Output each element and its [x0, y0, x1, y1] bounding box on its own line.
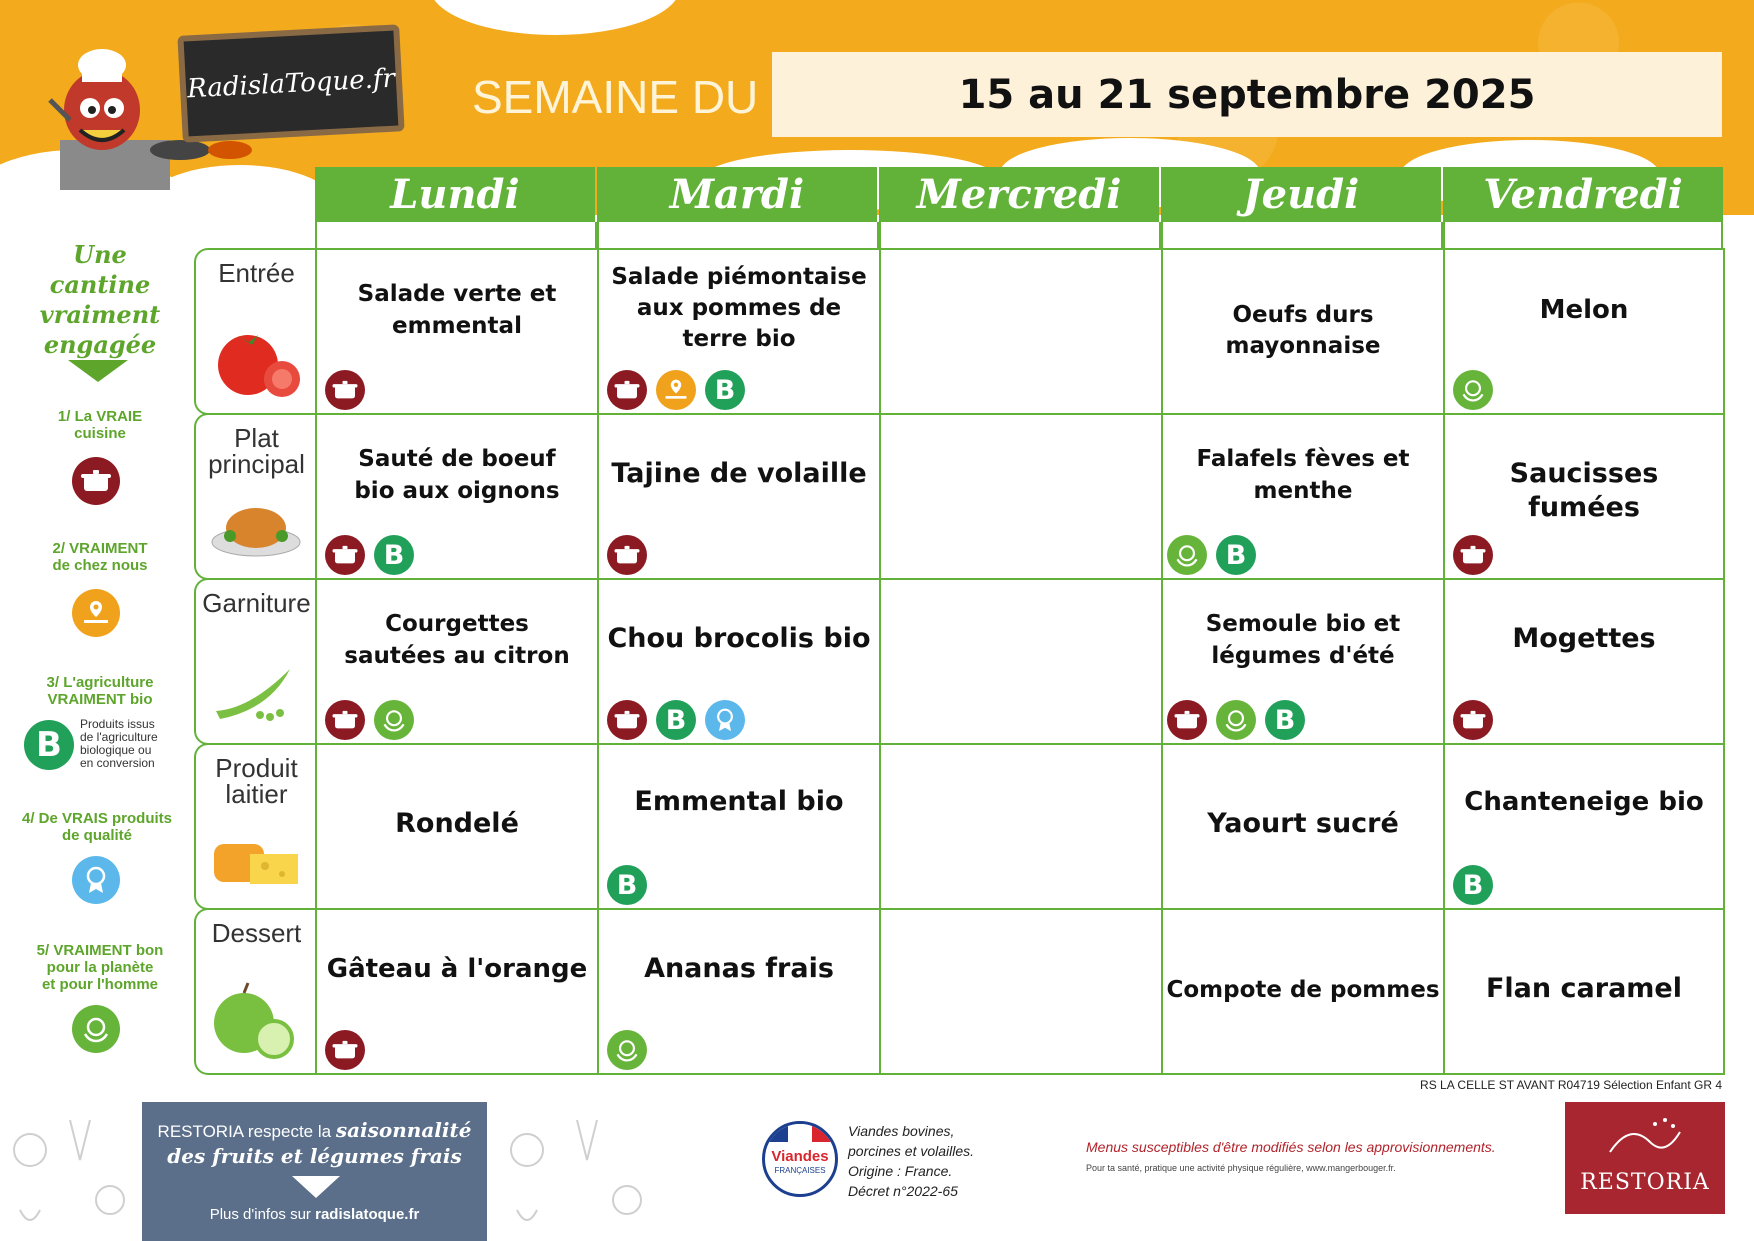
dish-name: Yaourt sucré	[1207, 808, 1399, 839]
day-subheader	[315, 222, 597, 248]
day-header-vendredi	[1443, 167, 1723, 222]
day-label: Mercredi	[916, 171, 1122, 218]
legend-bio-description	[80, 718, 158, 770]
legend-line: cuisine	[74, 425, 126, 442]
dish-name: Melon	[1539, 295, 1629, 325]
legend-item-cuisine	[20, 408, 180, 442]
pot-icon	[325, 1030, 365, 1070]
menu-cell-garniture-mercredi	[879, 578, 1163, 745]
local-farm-icon	[72, 589, 120, 637]
quality-ribbon-icon	[705, 700, 745, 740]
legend-line: Produits issus	[80, 717, 155, 731]
day-label: Lundi	[390, 171, 520, 218]
dish-name: Semoule bio et légumes d'été	[1205, 611, 1401, 669]
menu-cell-laitier-mercredi	[879, 743, 1163, 910]
legend-line: 1/ La VRAIE	[57, 408, 143, 425]
menu-cell-garniture-lundi	[315, 578, 599, 745]
pot-icon	[325, 700, 365, 740]
restoria-logo	[1565, 1102, 1725, 1214]
legend-item-quality	[12, 810, 182, 844]
dish-name: Compote de pommes	[1166, 977, 1440, 1003]
viandes-logo-text: Viandes	[771, 1148, 829, 1165]
menu-cell-garniture-jeudi	[1161, 578, 1445, 745]
dish-name: Emmental bio	[634, 786, 844, 817]
planet-hands-icon	[1167, 535, 1207, 575]
pot-icon	[325, 370, 365, 410]
category-label: Garniture	[202, 588, 311, 618]
bio-icon: B	[24, 720, 74, 770]
flag-red	[812, 1124, 835, 1142]
bio-icon: B	[1453, 865, 1493, 905]
semaine-label: SEMAINE DU	[472, 71, 759, 123]
menus-modification-note: Menus susceptibles d'être modifiés selon les approvisionnements.	[1086, 1139, 1496, 1155]
menu-cell-dessert-lundi	[315, 908, 599, 1075]
restoria-logo-text: RESTORIA	[1580, 1170, 1710, 1195]
bio-icon: B	[705, 370, 745, 410]
pot-icon	[607, 535, 647, 575]
viandes-line: porcines et volailles.	[848, 1143, 975, 1159]
menu-cell-laitier-lundi	[315, 743, 599, 910]
category-dessert	[194, 908, 317, 1075]
category-entree	[194, 248, 317, 415]
legend-line: 4/ De VRAIS produits	[21, 810, 173, 827]
viandes-logo-subtext: FRANÇAISES	[774, 1166, 826, 1175]
dish-name: Salade piémontaise aux pommes de terre bio	[611, 264, 867, 352]
legend-line: biologique ou	[80, 743, 152, 757]
dish-name: Tajine de volaille	[611, 458, 867, 489]
dish-name: Salade verte et emmental	[357, 281, 557, 339]
logo-text: RadislaToque.fr	[186, 63, 396, 104]
roast-chicken-icon	[210, 484, 302, 564]
seasonality-line2: des fruits et légumes frais	[167, 1144, 462, 1168]
more-info-line	[142, 1206, 487, 1223]
day-subheader	[879, 222, 1161, 248]
legend-item-planet	[20, 942, 180, 993]
bio-icon: B	[374, 535, 414, 575]
bio-icon: B	[1216, 535, 1256, 575]
legend-item-bio	[20, 674, 180, 708]
more-info-link[interactable]: radislatoque.fr	[315, 1206, 420, 1223]
menu-cell-laitier-jeudi	[1161, 743, 1445, 910]
legend-title-line: vraiment	[39, 300, 161, 329]
category-label: Dessert	[211, 918, 302, 948]
menu-cell-plat-vendredi	[1443, 413, 1725, 580]
day-header-lundi	[315, 167, 595, 222]
day-subheader	[597, 222, 879, 248]
bio-icon: B	[656, 700, 696, 740]
menu-cell-entree-jeudi	[1161, 248, 1445, 415]
planet-hands-icon	[72, 1005, 120, 1053]
tomato-icon	[210, 319, 302, 399]
bio-icon: B	[607, 865, 647, 905]
radislatoque-logo[interactable]	[177, 24, 404, 142]
dish-name: Ananas frais	[644, 953, 834, 984]
dish-name: Saucisses fumées	[1509, 458, 1659, 523]
dish-name: Gâteau à l'orange	[326, 954, 588, 984]
viandes-origin-text	[848, 1121, 974, 1201]
dish-name: Oeufs durs mayonnaise	[1225, 302, 1381, 359]
legend-line: de chez nous	[52, 557, 148, 574]
menu-cell-entree-mardi	[597, 248, 881, 415]
more-info-text: Plus d'infos sur	[209, 1206, 311, 1223]
day-subheader	[1443, 222, 1723, 248]
day-header-mardi	[597, 167, 877, 222]
cheese-icon	[210, 814, 302, 894]
day-subheader	[1161, 222, 1443, 248]
pot-icon	[72, 457, 120, 505]
category-produit-laitier	[194, 743, 317, 910]
dish-name: Flan caramel	[1485, 973, 1682, 1004]
legend-line: de qualité	[61, 827, 132, 844]
dish-name: Sauté de boeuf bio aux oignons	[354, 446, 560, 504]
flag-white	[788, 1124, 811, 1142]
pot-icon	[1453, 535, 1493, 575]
legend-title	[20, 240, 180, 360]
menu-cell-dessert-mercredi	[879, 908, 1163, 1075]
legend-line: et pour l'homme	[41, 976, 159, 993]
vegetable-doodles-icon	[0, 1100, 142, 1241]
day-label: Mardi	[669, 171, 805, 218]
date-range-box	[772, 52, 1722, 137]
viandes-line: Viandes bovines,	[848, 1123, 955, 1139]
menu-cell-dessert-mardi	[597, 908, 881, 1075]
pot-icon	[1453, 700, 1493, 740]
menu-cell-laitier-vendredi	[1443, 743, 1725, 910]
peas-icon	[210, 649, 302, 729]
legend-arrow-icon	[68, 360, 128, 382]
legend-line: pour la planète	[46, 959, 154, 976]
dish-name: Falafels fèves et menthe	[1196, 446, 1410, 504]
viandes-line: Origine : France.	[848, 1163, 953, 1179]
category-plat-principal	[194, 413, 317, 580]
vegetable-doodles-icon	[487, 1100, 662, 1241]
planet-hands-icon	[1453, 370, 1493, 410]
legend-title-line: Une cantine	[49, 240, 151, 299]
planet-hands-icon	[374, 700, 414, 740]
legend-line: 2/ VRAIMENT	[52, 540, 148, 557]
planet-hands-icon	[607, 1030, 647, 1070]
seasonality-script: saisonnalité	[335, 1118, 472, 1142]
menu-cell-entree-vendredi	[1443, 248, 1725, 415]
seasonality-line1	[142, 1118, 487, 1142]
category-garniture	[194, 578, 317, 745]
category-label: Produit laitier	[215, 753, 298, 809]
pot-icon	[1167, 700, 1207, 740]
legend-title-line: engagée	[43, 330, 157, 359]
menu-cell-garniture-vendredi	[1443, 578, 1725, 745]
restoria-seasonality-banner[interactable]	[142, 1102, 487, 1241]
health-note: Pour ta santé, pratique une activité physique régulière, www.mangerbouger.fr.	[1086, 1163, 1396, 1173]
legend-line: 3/ L'agriculture	[46, 674, 154, 691]
menu-cell-entree-mercredi	[879, 248, 1163, 415]
menu-cell-entree-lundi	[315, 248, 599, 415]
dish-name: Mogettes	[1512, 623, 1656, 654]
menu-cell-plat-jeudi	[1161, 413, 1445, 580]
day-label: Jeudi	[1242, 171, 1360, 218]
day-header-jeudi	[1161, 167, 1441, 222]
flag-blue	[765, 1124, 788, 1142]
day-label: Vendredi	[1483, 171, 1683, 218]
planet-hands-icon	[1216, 700, 1256, 740]
menu-cell-plat-mercredi	[879, 413, 1163, 580]
seasonality-text: RESTORIA respecte la	[157, 1122, 332, 1141]
day-header-mercredi	[879, 167, 1159, 222]
legend-line: VRAIMENT bio	[47, 691, 153, 708]
menu-cell-plat-mardi	[597, 413, 881, 580]
menu-cell-garniture-mardi	[597, 578, 881, 745]
pot-icon	[607, 700, 647, 740]
category-label: Plat principal	[208, 423, 305, 479]
legend-item-local	[20, 540, 180, 574]
reference-note: RS LA CELLE ST AVANT R04719 Sélection Enfant GR 4	[1420, 1078, 1722, 1092]
date-range: 15 au 21 septembre 2025	[958, 71, 1536, 118]
viandes-line: Décret n°2022-65	[848, 1183, 958, 1199]
category-label: Entrée	[218, 258, 295, 288]
down-arrow-icon	[292, 1176, 340, 1198]
local-farm-icon	[656, 370, 696, 410]
dish-name: Chanteneige bio	[1464, 787, 1704, 817]
restoria-swirl-icon	[1605, 1112, 1685, 1167]
menu-cell-laitier-mardi	[597, 743, 881, 910]
dish-name: Chou brocolis bio	[607, 623, 871, 654]
menu-cell-plat-lundi	[315, 413, 599, 580]
flag-stripes	[765, 1124, 835, 1142]
menu-cell-dessert-vendredi	[1443, 908, 1725, 1075]
bio-icon: B	[1265, 700, 1305, 740]
apple-icon	[210, 979, 302, 1059]
pot-icon	[325, 535, 365, 575]
viandes-francaises-logo	[762, 1121, 838, 1197]
legend-line: 5/ VRAIMENT bon	[36, 942, 164, 959]
legend-line: en conversion	[80, 756, 155, 770]
dish-name: Courgettes sautées au citron	[344, 611, 570, 669]
legend-line: de l'agriculture	[80, 730, 158, 744]
quality-ribbon-icon	[72, 856, 120, 904]
dish-name: Rondelé	[395, 808, 519, 839]
menu-cell-dessert-jeudi	[1161, 908, 1445, 1075]
pot-icon	[607, 370, 647, 410]
